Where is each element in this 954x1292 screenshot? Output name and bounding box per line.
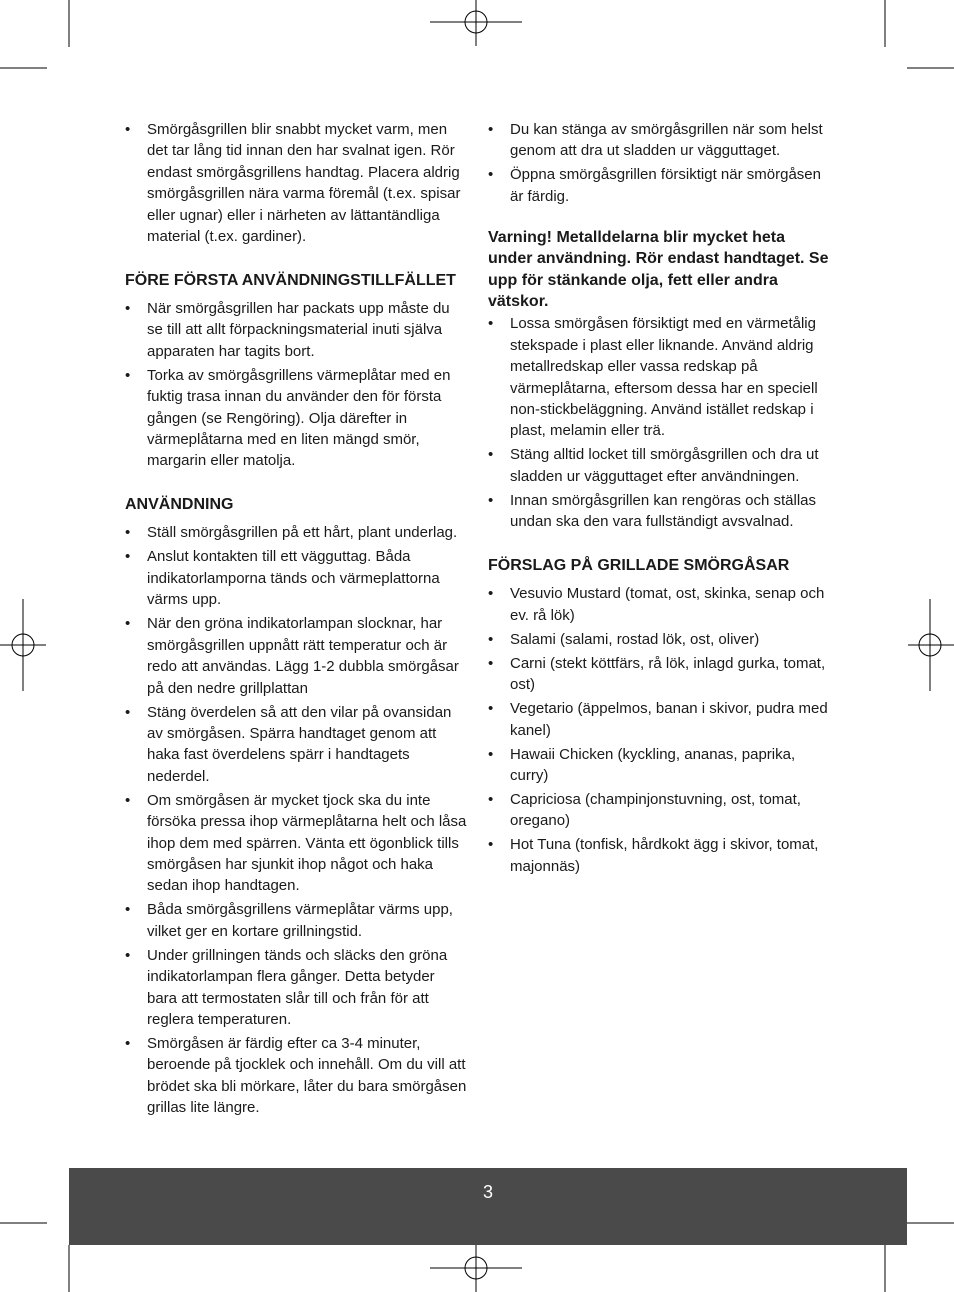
sandwich-suggestions-list xyxy=(488,583,830,877)
list-item: • Stäng överdelen så att den vilar på ovansidan av smörgåsen. Spärra handtaget genom att haka fast överdelens spärr i handtagets nederdel. xyxy=(125,703,452,785)
section-heading-sandwich-suggestions: FÖRSLAG PÅ GRILLADE SMÖRGÅSAR xyxy=(488,557,790,575)
list-item: • Hawaii Chicken (kyckling, ananas, paprika, curry) xyxy=(488,745,796,784)
bullet-icon: • xyxy=(488,315,494,333)
bullet-icon: • xyxy=(125,615,131,633)
footer-bar xyxy=(69,1168,907,1245)
bullet-icon: • xyxy=(488,654,494,672)
right-column xyxy=(488,119,830,880)
bullet-icon: • xyxy=(488,121,494,138)
bullet-icon: • xyxy=(488,836,494,854)
list-item: • Öppna smörgåsgrillen försiktigt när smörgåsen är färdig. xyxy=(488,166,821,205)
bullet-icon: • xyxy=(125,366,131,384)
list-item: • Om smörgåsen är mycket tjock ska du inte försöka pressa ihop värmeplåtarna helt och låsa ihop dem med spärren. Vänta ett ögonblick tills smörgåsen har sjunkit ihop något och haka sedan ihop handtagen. xyxy=(125,791,467,895)
list-item: • Smörgåsgrillen blir snabbt mycket varm, men det tar lång tid innan den har svalnat igen. Rör endast smörgåsgrillens handtag. Placera aldrig smörgåsgrillen nära varma föremål (t.ex. spisar eller ugnar) eller i närheten av lättantändliga material (t.ex. gardiner). xyxy=(125,121,461,246)
bullet-icon: • xyxy=(488,630,494,648)
list-item: • Anslut kontakten till ett vägguttag. Båda indikatorlamporna tänds och värmeplattorna värms upp. xyxy=(125,548,440,609)
intro-list-left xyxy=(125,119,467,247)
list-item: • Smörgåsen är färdig efter ca 3-4 minuter, beroende på tjocklek och innehåll. Om du vill att brödet ska bli mörkare, låter du bara smörgåsen grillas lite längre. xyxy=(125,1034,467,1117)
bullet-icon: • xyxy=(125,524,131,542)
bullet-icon: • xyxy=(125,1034,131,1052)
before-first-use-list xyxy=(125,298,467,472)
bullet-icon: • xyxy=(488,790,494,808)
page-number: 3 xyxy=(482,1182,493,1202)
list-item: • Båda smörgåsgrillens värmeplåtar värms upp, vilket ger en kortare grillningstid. xyxy=(125,901,453,940)
list-item: • Carni (stekt köttfärs, rå lök, inlagd gurka, tomat, ost) xyxy=(488,654,826,694)
bullet-icon: • xyxy=(125,946,131,964)
bullet-icon: • xyxy=(488,166,494,184)
warning-list xyxy=(488,313,830,532)
bullet-icon: • xyxy=(125,121,131,138)
bullet-icon: • xyxy=(125,703,131,721)
bullet-icon: • xyxy=(125,791,131,809)
warning-text: Varning! Metalldelarna blir mycket heta under användning. Rör endast handtaget. Se upp för stänkande olja, fett eller andra vätskor. xyxy=(488,228,829,311)
bullet-icon: • xyxy=(125,548,131,566)
bullet-icon: • xyxy=(125,300,131,318)
list-item: • Under grillningen tänds och släcks den gröna indikatorlampan flera gånger. Detta betyder bara att termostaten slår till och från för att reglera temperaturen. xyxy=(125,946,448,1028)
left-column xyxy=(125,119,467,1121)
list-item: • Torka av smörgåsgrillens värmeplåtar med en fuktig trasa innan du använder den för första gången (se Rengöring). Olja därefter in värmeplåtarna med en liten mängd smör, margarin eller matolja. xyxy=(125,366,451,470)
bullet-icon: • xyxy=(125,901,131,919)
bullet-icon: • xyxy=(488,745,494,763)
section-heading-before-first-use: FÖRE FÖRSTA ANVÄNDNINGSTILLFÄLLET xyxy=(125,272,456,290)
list-item: • Capriciosa (champinjonstuvning, ost, tomat, oregano) xyxy=(488,790,801,830)
bullet-icon: • xyxy=(488,446,494,464)
list-item: • När den gröna indikatorlampan slocknar, har smörgåsgrillen uppnått rätt temperatur och är redo att användas. Lägg 1-2 dubbla smörgåsar på den nedre grillplattan xyxy=(125,615,459,697)
list-item: • Vegetario (äppelmos, banan i skivor, pudra med kanel) xyxy=(488,700,828,739)
bullet-icon: • xyxy=(488,491,494,509)
bullet-icon: • xyxy=(488,700,494,718)
list-item: • Ställ smörgåsgrillen på ett hårt, plant underlag. xyxy=(125,522,467,543)
intro-list-right xyxy=(488,119,830,207)
list-item: • Hot Tuna (tonfisk, hårdkokt ägg i skivor, tomat, majonnäs) xyxy=(488,836,819,875)
usage-list xyxy=(125,522,467,1118)
list-item: • Stäng alltid locket till smörgåsgrillen och dra ut sladden ur vägguttaget efter användningen. xyxy=(488,446,819,485)
bullet-icon: • xyxy=(488,585,494,603)
list-item: • Lossa smörgåsen försiktigt med en värmetålig stekspade i plast eller liknande. Använd aldrig metallredskap eller vassa redskap på värmeplåtarna, eftersom dessa har en speciell non-stickbeläggning. Använd istället redskap i plast, melamin eller trä. xyxy=(488,315,818,440)
list-item: • Salami (salami, rostad lök, ost, oliver) xyxy=(488,629,830,650)
list-item: • När smörgåsgrillen har packats upp måste du se till att allt förpackningsmaterial inuti själva apparaten har tagits bort. xyxy=(125,300,450,360)
list-item: • Vesuvio Mustard (tomat, ost, skinka, senap och ev. rå lök) xyxy=(488,585,825,624)
list-item: • Du kan stänga av smörgåsgrillen när som helst genom att dra ut sladden ur vägguttaget. xyxy=(488,121,823,160)
list-item: • Innan smörgåsgrillen kan rengöras och ställas undan ska den vara fullständigt avsvalnad. xyxy=(488,491,816,531)
section-heading-usage: ANVÄNDNING xyxy=(125,496,234,514)
